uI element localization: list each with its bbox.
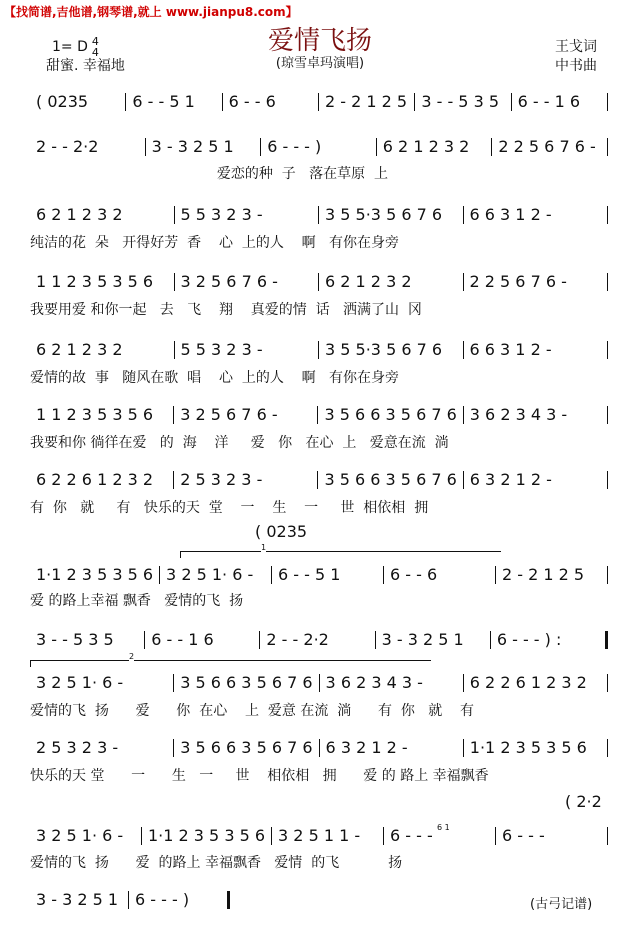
measure: 5 5 3 2 3 - [180,205,263,224]
measure: 6 - - - ) [267,137,322,156]
measure: 6 - - 6 [390,565,438,584]
measure: 1 1 2 3 5 3 5 6 [36,405,154,424]
score-line [30,470,608,489]
measure: 6 6 3 1 2 - [469,340,552,359]
measure: 6 - - - [502,826,545,845]
measure: 2 - 2 1 2 5 [502,565,585,584]
volta-1-label: 1 [261,543,267,552]
measure: 2 5 3 2 3 - [36,738,119,757]
measure: 2 2 5 6 7 6 - [498,137,596,156]
lyricist: 王戈词 [555,39,597,55]
measure: 3 - - 5 3 5 [36,630,114,649]
measure: 6 2 1 2 3 2 [36,340,123,359]
barline [605,631,608,649]
measure: 2 - - 2·2 [36,137,99,156]
meter-bottom: 4 [91,46,99,59]
measure: 1 1 2 3 5 3 5 6 [36,272,154,291]
measure: 5 5 3 2 3 - [180,340,263,359]
volta-1 [180,543,501,558]
measure: 6 2 2 6 1 2 3 2 [36,470,154,489]
lyrics-line: 我要和你 徜徉在爱 的 海 洋 爱 你 在心 上 爱意在流 淌 [30,435,449,451]
song-title: 爱情飞扬 [267,26,372,56]
barline [607,566,608,584]
measure: 6 - - 1 6 [151,630,214,649]
measure: 1·1 2 3 5 3 5 6 [147,826,266,845]
score-line [30,205,608,224]
measure: 6 3 2 1 2 - [325,738,408,757]
measure: 6 - - - ) : [496,630,562,649]
measure: 3 - - 5 3 5 [421,92,500,111]
lyrics-line: 我要用爱 和你一起 去 飞 翔 真爱的情 话 洒满了山 冈 [30,302,422,318]
lyrics-line: 快乐的天 堂 一 生 一 世 相依相 拥 爱 的 路上 幸福飘香 [30,768,489,784]
grace-note: 6 1 [437,823,450,832]
score-line [30,673,608,692]
barline [607,273,608,291]
site-banner[interactable]: 【找简谱,吉他谱,钢琴谱,就上 www.jianpu8.com】 [4,5,298,19]
lyrics-line: 爱 的路上幸福 飘香 爱情的飞 扬 [30,593,244,609]
score-line [30,738,608,757]
barline [607,739,608,757]
measure: 2 5 3 2 3 - [180,470,263,489]
measure: 3 5 6 6 3 5 6 7 6 [180,738,313,757]
measure: 3 2 5 1· 6 - [36,673,124,692]
measure: 3 5 6 6 3 5 6 7 6 [324,470,457,489]
measure: 3 - 3 2 5 1 [36,890,119,909]
measure: 6 - - 1 6 [517,92,581,111]
measure: 6 2 1 2 3 2 [382,137,470,156]
composer: 中书曲 [555,58,597,74]
barline [607,138,608,156]
measure: 6 - - - ) [135,890,190,909]
measure: 6 6 3 1 2 - [469,205,552,224]
volta-2-label: 2 [129,652,135,661]
measure: 3 5 5·3 5 6 7 6 [325,340,443,359]
intro-pickup: ( 0235 [255,522,308,541]
measure: 6 - - - [390,826,433,845]
transcriber-credit: (古弓记谱) [530,897,593,912]
measure: 6 - - 5 1 [132,92,195,111]
measure: 3 - 3 2 5 1 [381,630,464,649]
lyrics-line: 爱情的故 事 随风在歌 唱 心 上的人 啊 有你在身旁 [30,370,400,386]
measure: 3 6 2 3 4 3 - [469,405,568,424]
lyrics-line: 爱恋的种 子 落在草原 上 [30,166,389,182]
measure: 2 2 5 6 7 6 - [469,272,567,291]
measure: 3 2 5 6 7 6 - [180,405,278,424]
score-line [30,137,608,156]
meter-top: 4 [91,35,99,48]
measure: 3 5 6 6 3 5 6 7 6 [324,405,457,424]
ending-pickup: ( 2·2 [565,792,602,811]
measure: 3 5 5·3 5 6 7 6 [325,205,443,224]
measure: 2 - - 2·2 [266,630,329,649]
measure: 2 - 2 1 2 5 [324,92,408,111]
score-line [30,405,608,424]
barline [607,827,608,845]
measure: 3 - 3 2 5 1 [151,137,234,156]
barline [607,406,608,424]
measure: 3 2 5 6 7 6 - [180,272,278,291]
measure: 6 3 2 1 2 - [469,470,552,489]
lyrics-line: 爱情的飞 扬 爱 的路上 幸福飘香 爱情 的飞 扬 [30,855,403,871]
measure: 6 2 1 2 3 2 [325,272,412,291]
barline [607,206,608,224]
measure: 6 - - 5 1 [278,565,341,584]
lyrics-line: 纯洁的花 朵 开得好芳 香 心 上的人 啊 有你在身旁 [30,235,400,251]
key: 1= D [52,39,88,55]
measure: 3 6 2 3 4 3 - [325,673,423,692]
barline [607,471,608,489]
tempo-style: 甜蜜. 幸福地 [46,58,125,74]
measure: 1·1 2 3 5 3 5 6 [36,565,154,584]
measure: 6 2 1 2 3 2 [36,205,123,224]
measure: 3 2 5 1· 6 - [36,826,124,845]
measure: 6 2 2 6 1 2 3 2 [469,673,587,692]
lyrics-line: 有 你 就 有 快乐的天 堂 一 生 一 世 相依相 拥 [30,500,429,516]
measure: ( 0235 [36,92,89,111]
measure: 3 5 6 6 3 5 6 7 6 [180,673,313,692]
barline [607,341,608,359]
score-line [30,890,230,909]
measure: 6 - - 6 [228,92,276,111]
score-line [30,826,608,845]
measure: 1·1 2 3 5 3 5 6 [469,738,587,757]
measure: 3 2 5 1 1 - [278,826,361,845]
score-line [30,340,608,359]
lyrics-line: 爱情的飞 扬 爱 你 在心 上 爱意 在流 淌 有 你 就 有 [30,703,475,719]
score-line [30,630,608,649]
score-line [30,565,608,584]
barline [607,93,608,111]
barline [607,674,608,692]
volta-2 [30,652,431,667]
barline [227,891,230,909]
score-line [30,92,608,111]
score-line [30,272,608,291]
measure: 3 2 5 1· 6 - [166,565,254,584]
singer: (琼雪卓玛演唱) [275,56,365,71]
